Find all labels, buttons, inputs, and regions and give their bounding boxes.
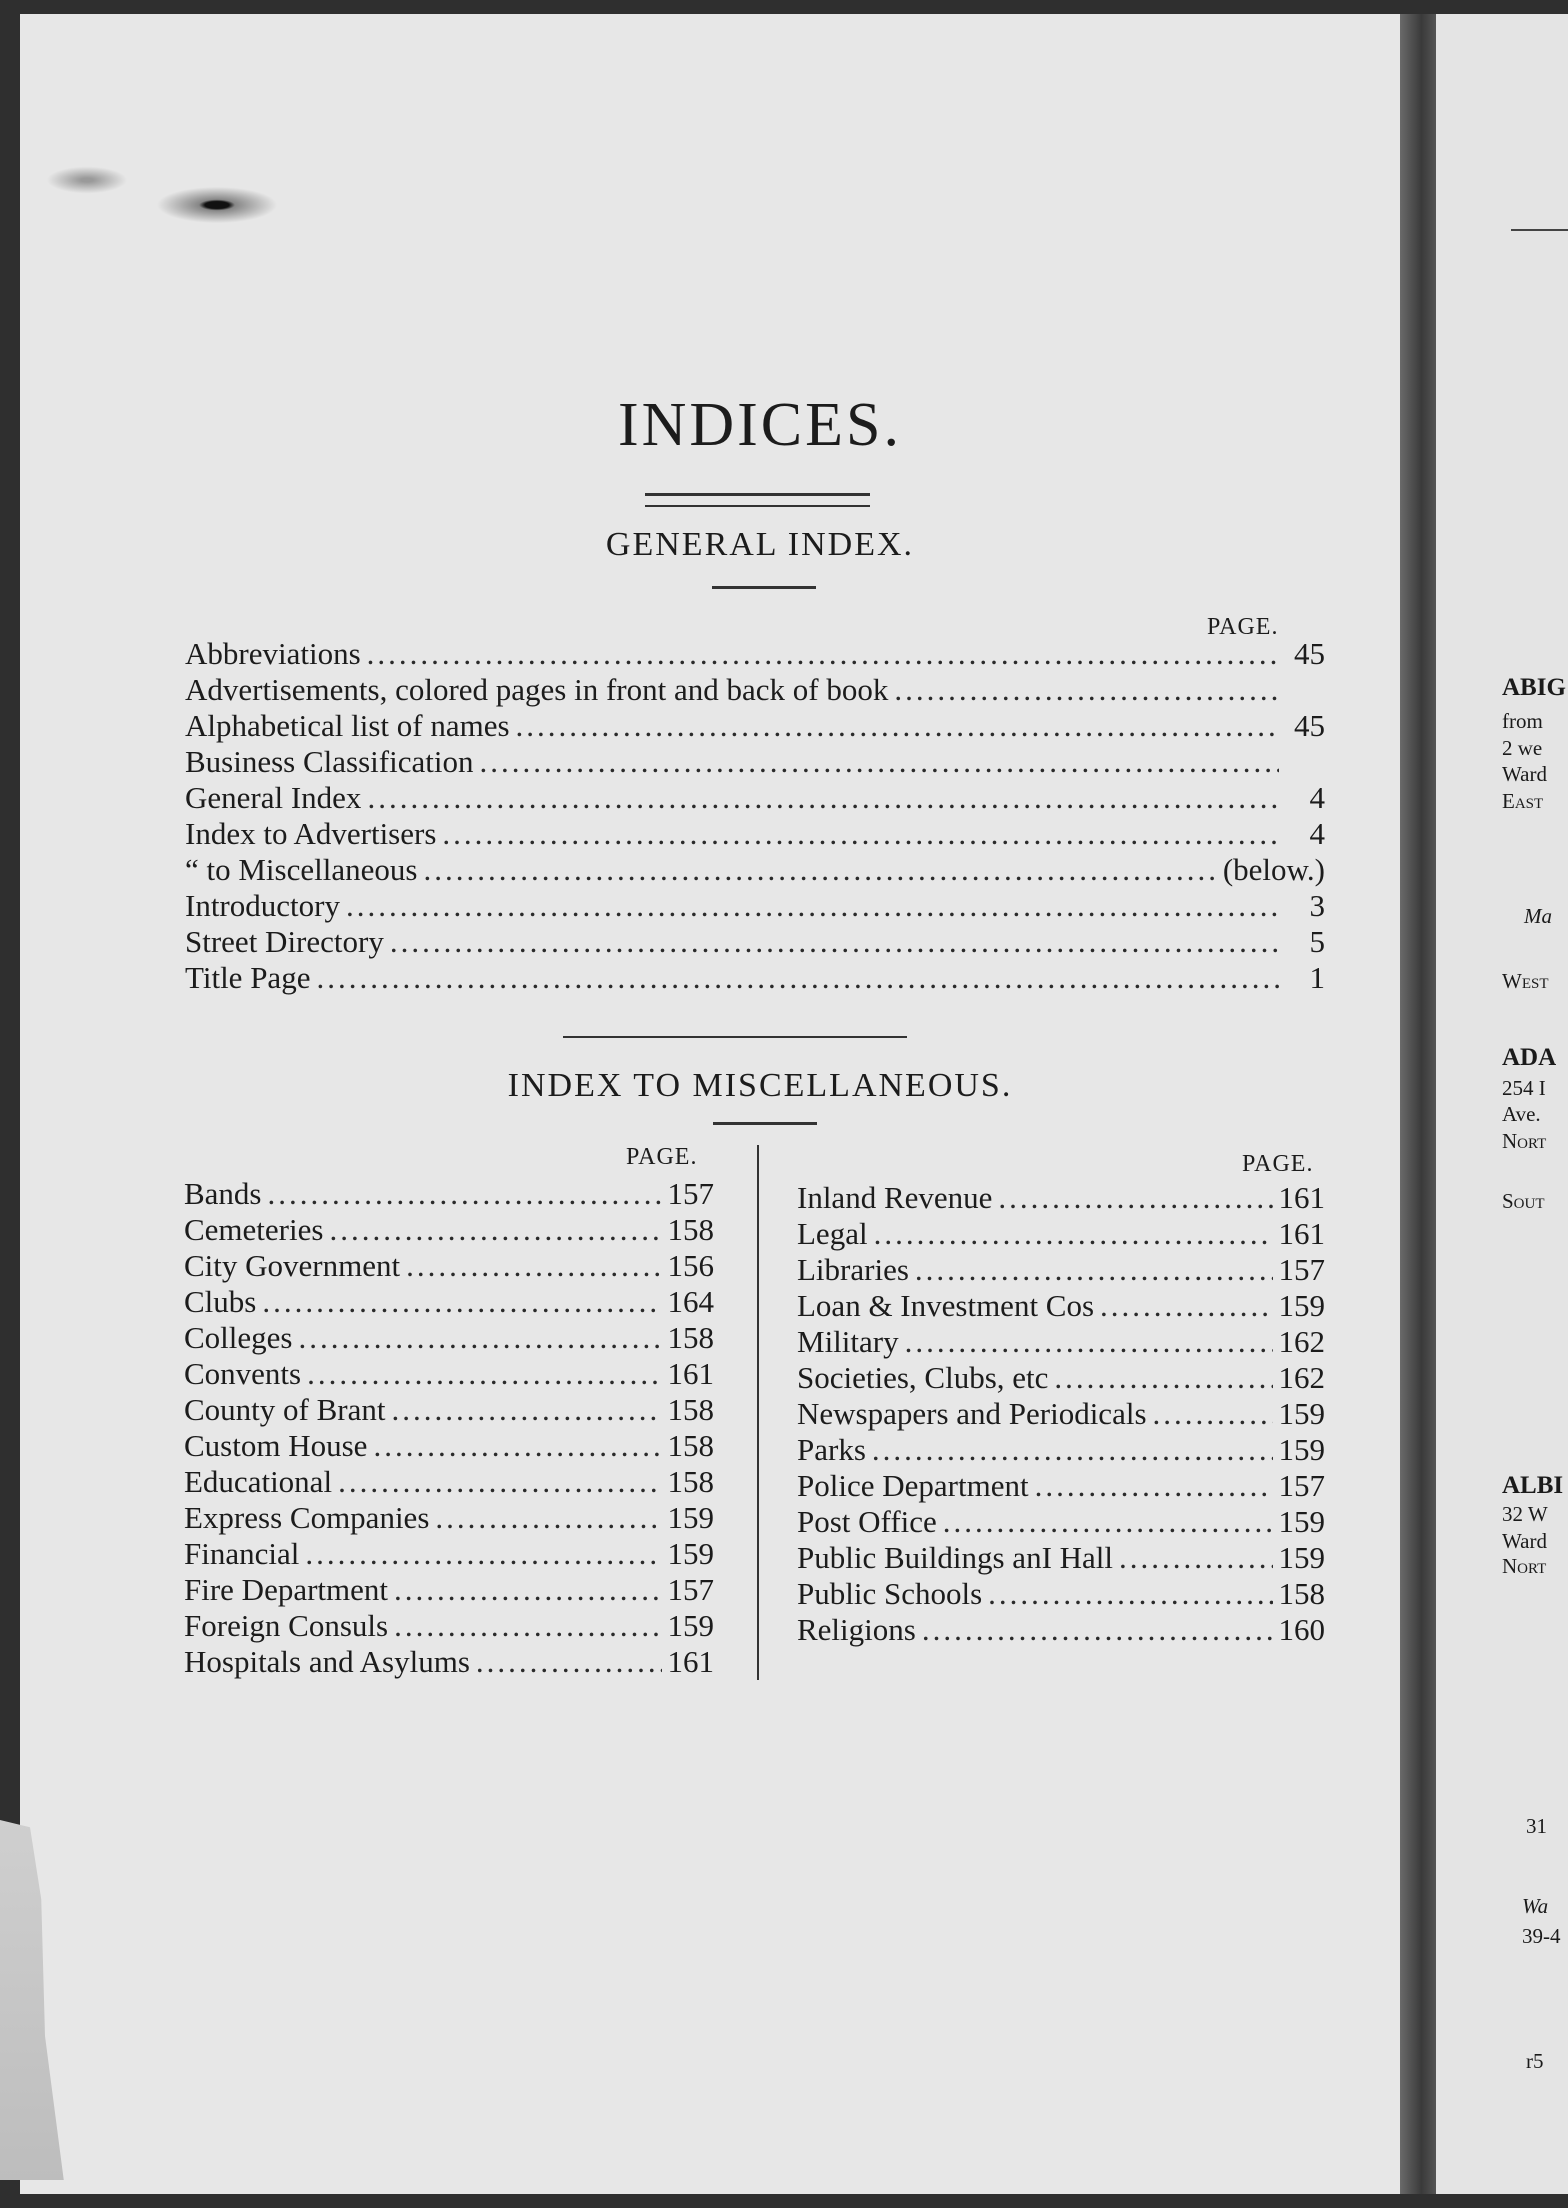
index-entry-page: 157 bbox=[667, 1572, 714, 1607]
dot-leader bbox=[316, 960, 1279, 996]
index-entry-label: Cemeteries bbox=[184, 1212, 324, 1247]
index-entry bbox=[185, 816, 1325, 852]
dot-leader bbox=[367, 780, 1279, 816]
general-index-heading: GENERAL INDEX. bbox=[605, 526, 915, 563]
index-entry-page: 4 bbox=[1309, 780, 1325, 815]
index-entry-label: Post Office bbox=[797, 1504, 937, 1539]
index-entry-page: 5 bbox=[1309, 924, 1325, 959]
index-entry-label: Societies, Clubs, etc bbox=[797, 1360, 1049, 1395]
index-entry-label: Financial bbox=[184, 1536, 300, 1571]
next-page-fragment: from bbox=[1502, 709, 1543, 733]
index-entry-label: Military bbox=[797, 1324, 899, 1359]
index-entry-page: 161 bbox=[1278, 1180, 1325, 1215]
index-entry-label: Libraries bbox=[797, 1252, 909, 1287]
next-page-fragment: 31 bbox=[1526, 1814, 1547, 1838]
index-entry bbox=[797, 1252, 1325, 1288]
index-entry-page: 162 bbox=[1278, 1324, 1325, 1359]
index-entry-label: Hospitals and Asylums bbox=[184, 1644, 470, 1679]
index-entry bbox=[185, 744, 1325, 780]
next-page-fragment: 32 W bbox=[1502, 1502, 1548, 1526]
index-entry-page: 160 bbox=[1278, 1612, 1325, 1647]
general-index-page-label: PAGE. bbox=[1207, 614, 1279, 640]
dot-leader bbox=[262, 1284, 661, 1320]
dot-leader bbox=[338, 1464, 661, 1500]
dot-leader bbox=[894, 672, 1279, 708]
index-entry-page: 164 bbox=[667, 1284, 714, 1319]
dot-leader bbox=[329, 1212, 661, 1248]
dot-leader bbox=[307, 1356, 661, 1392]
index-entry bbox=[185, 960, 1325, 996]
index-entry-page: 161 bbox=[667, 1644, 714, 1679]
index-entry-label: Public Buildings anI Hall bbox=[797, 1540, 1114, 1575]
index-entry-label: City Government bbox=[184, 1248, 401, 1283]
index-entry-label: Inland Revenue bbox=[797, 1180, 993, 1215]
index-entry bbox=[184, 1248, 714, 1284]
index-entry-page: 45 bbox=[1294, 636, 1325, 671]
index-entry-label: Title Page bbox=[185, 960, 311, 995]
index-entry-page: 157 bbox=[1278, 1468, 1325, 1503]
next-page-fragment: Ward bbox=[1502, 762, 1547, 786]
index-entry bbox=[184, 1320, 714, 1356]
dot-leader bbox=[392, 1392, 662, 1428]
dot-leader bbox=[516, 708, 1279, 744]
ink-smudge bbox=[35, 150, 295, 250]
dot-leader bbox=[390, 924, 1279, 960]
misc-left-page-label: PAGE. bbox=[626, 1144, 698, 1170]
dot-leader bbox=[915, 1252, 1273, 1288]
dot-leader bbox=[998, 1180, 1272, 1216]
index-entry-label: Business Classification bbox=[185, 744, 474, 779]
index-entry bbox=[797, 1288, 1325, 1324]
index-entry bbox=[185, 780, 1325, 816]
index-entry-page: 157 bbox=[1278, 1252, 1325, 1287]
index-entry bbox=[797, 1216, 1325, 1252]
index-entry bbox=[184, 1536, 714, 1572]
dot-leader bbox=[922, 1612, 1273, 1648]
index-entry-label: Police Department bbox=[797, 1468, 1029, 1503]
next-page-rule bbox=[1511, 229, 1568, 231]
index-entry-label: Parks bbox=[797, 1432, 866, 1467]
column-separator bbox=[757, 1145, 759, 1680]
index-entry-page: 159 bbox=[1278, 1504, 1325, 1539]
index-entry bbox=[184, 1392, 714, 1428]
dot-leader bbox=[442, 816, 1279, 852]
index-entry bbox=[184, 1608, 714, 1644]
next-page-fragment: r5 bbox=[1526, 2049, 1544, 2073]
index-entry bbox=[184, 1428, 714, 1464]
index-entry bbox=[184, 1572, 714, 1608]
dot-leader bbox=[367, 636, 1279, 672]
next-page-fragment: East bbox=[1502, 789, 1544, 813]
dot-leader bbox=[1035, 1468, 1273, 1504]
next-page-fragment: Ward bbox=[1502, 1529, 1547, 1553]
index-entry-page: 45 bbox=[1294, 708, 1325, 743]
misc-index-rule bbox=[713, 1122, 817, 1125]
index-entry-label: Colleges bbox=[184, 1320, 293, 1355]
index-entry-label: Fire Department bbox=[184, 1572, 389, 1607]
misc-index-heading: INDEX TO MISCELLANEOUS. bbox=[507, 1067, 1013, 1104]
index-entry-page: 159 bbox=[1278, 1432, 1325, 1467]
index-entry-label: Religions bbox=[797, 1612, 916, 1647]
index-entry bbox=[184, 1212, 714, 1248]
dot-leader bbox=[988, 1576, 1272, 1612]
dot-leader bbox=[1153, 1396, 1273, 1432]
index-entry-label: Abbreviations bbox=[185, 636, 361, 671]
page-title: INDICES. bbox=[617, 391, 903, 459]
index-entry-label: Bands bbox=[184, 1176, 262, 1211]
index-entry-page: 158 bbox=[667, 1320, 714, 1355]
index-entry-label: “ to Miscellaneous bbox=[185, 852, 418, 887]
index-entry-label: Custom House bbox=[184, 1428, 368, 1463]
index-entry-page: 157 bbox=[667, 1176, 714, 1211]
index-entry-page: 158 bbox=[667, 1428, 714, 1463]
index-entry-page: 158 bbox=[667, 1392, 714, 1427]
index-entry bbox=[184, 1284, 714, 1320]
dot-leader bbox=[299, 1320, 662, 1356]
index-entry bbox=[185, 924, 1325, 960]
next-page-fragment: West bbox=[1502, 969, 1549, 993]
title-double-rule bbox=[645, 493, 870, 507]
index-entry bbox=[185, 852, 1325, 888]
index-entry bbox=[184, 1464, 714, 1500]
general-index-list bbox=[185, 636, 1325, 996]
index-entry-page: 159 bbox=[667, 1608, 714, 1643]
next-page-fragment: Wa bbox=[1522, 1894, 1549, 1918]
index-entry-page: 1 bbox=[1309, 960, 1325, 995]
index-entry-label: Clubs bbox=[184, 1284, 257, 1319]
next-page-fragment: 254 I bbox=[1502, 1076, 1546, 1100]
index-entry bbox=[797, 1396, 1325, 1432]
index-entry-page: (below.) bbox=[1222, 852, 1325, 887]
index-entry bbox=[797, 1468, 1325, 1504]
index-entry bbox=[797, 1576, 1325, 1612]
next-page-fragment: 39-4 bbox=[1522, 1924, 1561, 1948]
index-entry-page: 161 bbox=[667, 1356, 714, 1391]
index-entry-page: 158 bbox=[667, 1464, 714, 1499]
dot-leader bbox=[406, 1248, 661, 1284]
misc-index-left-column bbox=[184, 1176, 714, 1680]
index-entry-page: 162 bbox=[1278, 1360, 1325, 1395]
index-entry-label: General Index bbox=[185, 780, 362, 815]
index-entry bbox=[184, 1356, 714, 1392]
index-entry-label: Introductory bbox=[185, 888, 340, 923]
dot-leader bbox=[943, 1504, 1273, 1540]
dot-leader bbox=[268, 1176, 662, 1212]
dot-leader bbox=[394, 1608, 661, 1644]
index-entry bbox=[184, 1176, 714, 1212]
dot-leader bbox=[346, 888, 1279, 924]
index-entry-page: 159 bbox=[667, 1536, 714, 1571]
index-entry-label: Alphabetical list of names bbox=[185, 708, 510, 743]
dot-leader bbox=[479, 744, 1279, 780]
index-entry-label: Advertisements, colored pages in front and back of book bbox=[185, 672, 889, 707]
index-entry bbox=[185, 888, 1325, 924]
next-page-fragment: Ma bbox=[1524, 904, 1552, 928]
index-entry-page: 159 bbox=[1278, 1288, 1325, 1323]
index-entry bbox=[797, 1360, 1325, 1396]
dot-leader bbox=[373, 1428, 661, 1464]
index-entry bbox=[797, 1180, 1325, 1216]
next-page-fragment: Ave. bbox=[1502, 1102, 1541, 1126]
index-entry bbox=[184, 1644, 714, 1680]
dot-leader bbox=[394, 1572, 661, 1608]
dot-leader bbox=[1054, 1360, 1272, 1396]
index-entry-page: 3 bbox=[1309, 888, 1325, 923]
dot-leader bbox=[1100, 1288, 1272, 1324]
index-entry-page: 159 bbox=[667, 1500, 714, 1535]
index-entry-label: Newspapers and Periodicals bbox=[797, 1396, 1147, 1431]
next-page-fragment: ADA bbox=[1502, 1044, 1557, 1071]
index-entry-label: Loan & Investment Cos bbox=[797, 1288, 1095, 1323]
index-entry bbox=[797, 1324, 1325, 1360]
index-entry bbox=[797, 1540, 1325, 1576]
next-page-fragment: 2 we bbox=[1502, 736, 1543, 760]
next-page-fragment: Nort bbox=[1502, 1129, 1547, 1153]
misc-index-right-column bbox=[797, 1180, 1325, 1648]
index-entry-label: Foreign Consuls bbox=[184, 1608, 389, 1643]
index-entry-label: Convents bbox=[184, 1356, 302, 1391]
dot-leader bbox=[1119, 1540, 1272, 1576]
index-entry-label: Public Schools bbox=[797, 1576, 983, 1611]
index-entry-page: 156 bbox=[667, 1248, 714, 1283]
general-index-rule bbox=[712, 586, 816, 589]
dot-leader bbox=[874, 1216, 1273, 1252]
dot-leader bbox=[435, 1500, 661, 1536]
index-entry-page: 158 bbox=[667, 1212, 714, 1247]
dot-leader bbox=[423, 852, 1216, 888]
section-divider bbox=[563, 1036, 907, 1038]
index-entry bbox=[184, 1500, 714, 1536]
index-entry-label: County of Brant bbox=[184, 1392, 386, 1427]
index-entry bbox=[797, 1504, 1325, 1540]
index-entry bbox=[797, 1612, 1325, 1648]
dot-leader bbox=[872, 1432, 1273, 1468]
index-entry bbox=[797, 1432, 1325, 1468]
index-entry-page: 159 bbox=[1278, 1540, 1325, 1575]
index-entry-label: Index to Advertisers bbox=[185, 816, 437, 851]
index-entry-label: Street Directory bbox=[185, 924, 384, 959]
next-page-fragment: ABIG bbox=[1502, 674, 1566, 701]
dot-leader bbox=[305, 1536, 661, 1572]
next-page-fragment: ALBI bbox=[1502, 1472, 1564, 1499]
dot-leader bbox=[476, 1644, 662, 1680]
index-entry-label: Legal bbox=[797, 1216, 868, 1251]
next-page-fragment: Sout bbox=[1502, 1189, 1545, 1213]
index-entry bbox=[185, 708, 1325, 744]
dot-leader bbox=[905, 1324, 1273, 1360]
index-entry-label: Educational bbox=[184, 1464, 333, 1499]
misc-right-page-label: PAGE. bbox=[1242, 1151, 1314, 1177]
index-entry-page: 159 bbox=[1278, 1396, 1325, 1431]
next-page-fragment: Nort bbox=[1502, 1554, 1547, 1578]
index-entry-page: 4 bbox=[1309, 816, 1325, 851]
index-entry bbox=[185, 672, 1325, 708]
index-entry-page: 158 bbox=[1278, 1576, 1325, 1611]
index-entry bbox=[185, 636, 1325, 672]
index-entry-label: Express Companies bbox=[184, 1500, 430, 1535]
index-entry-page: 161 bbox=[1278, 1216, 1325, 1251]
